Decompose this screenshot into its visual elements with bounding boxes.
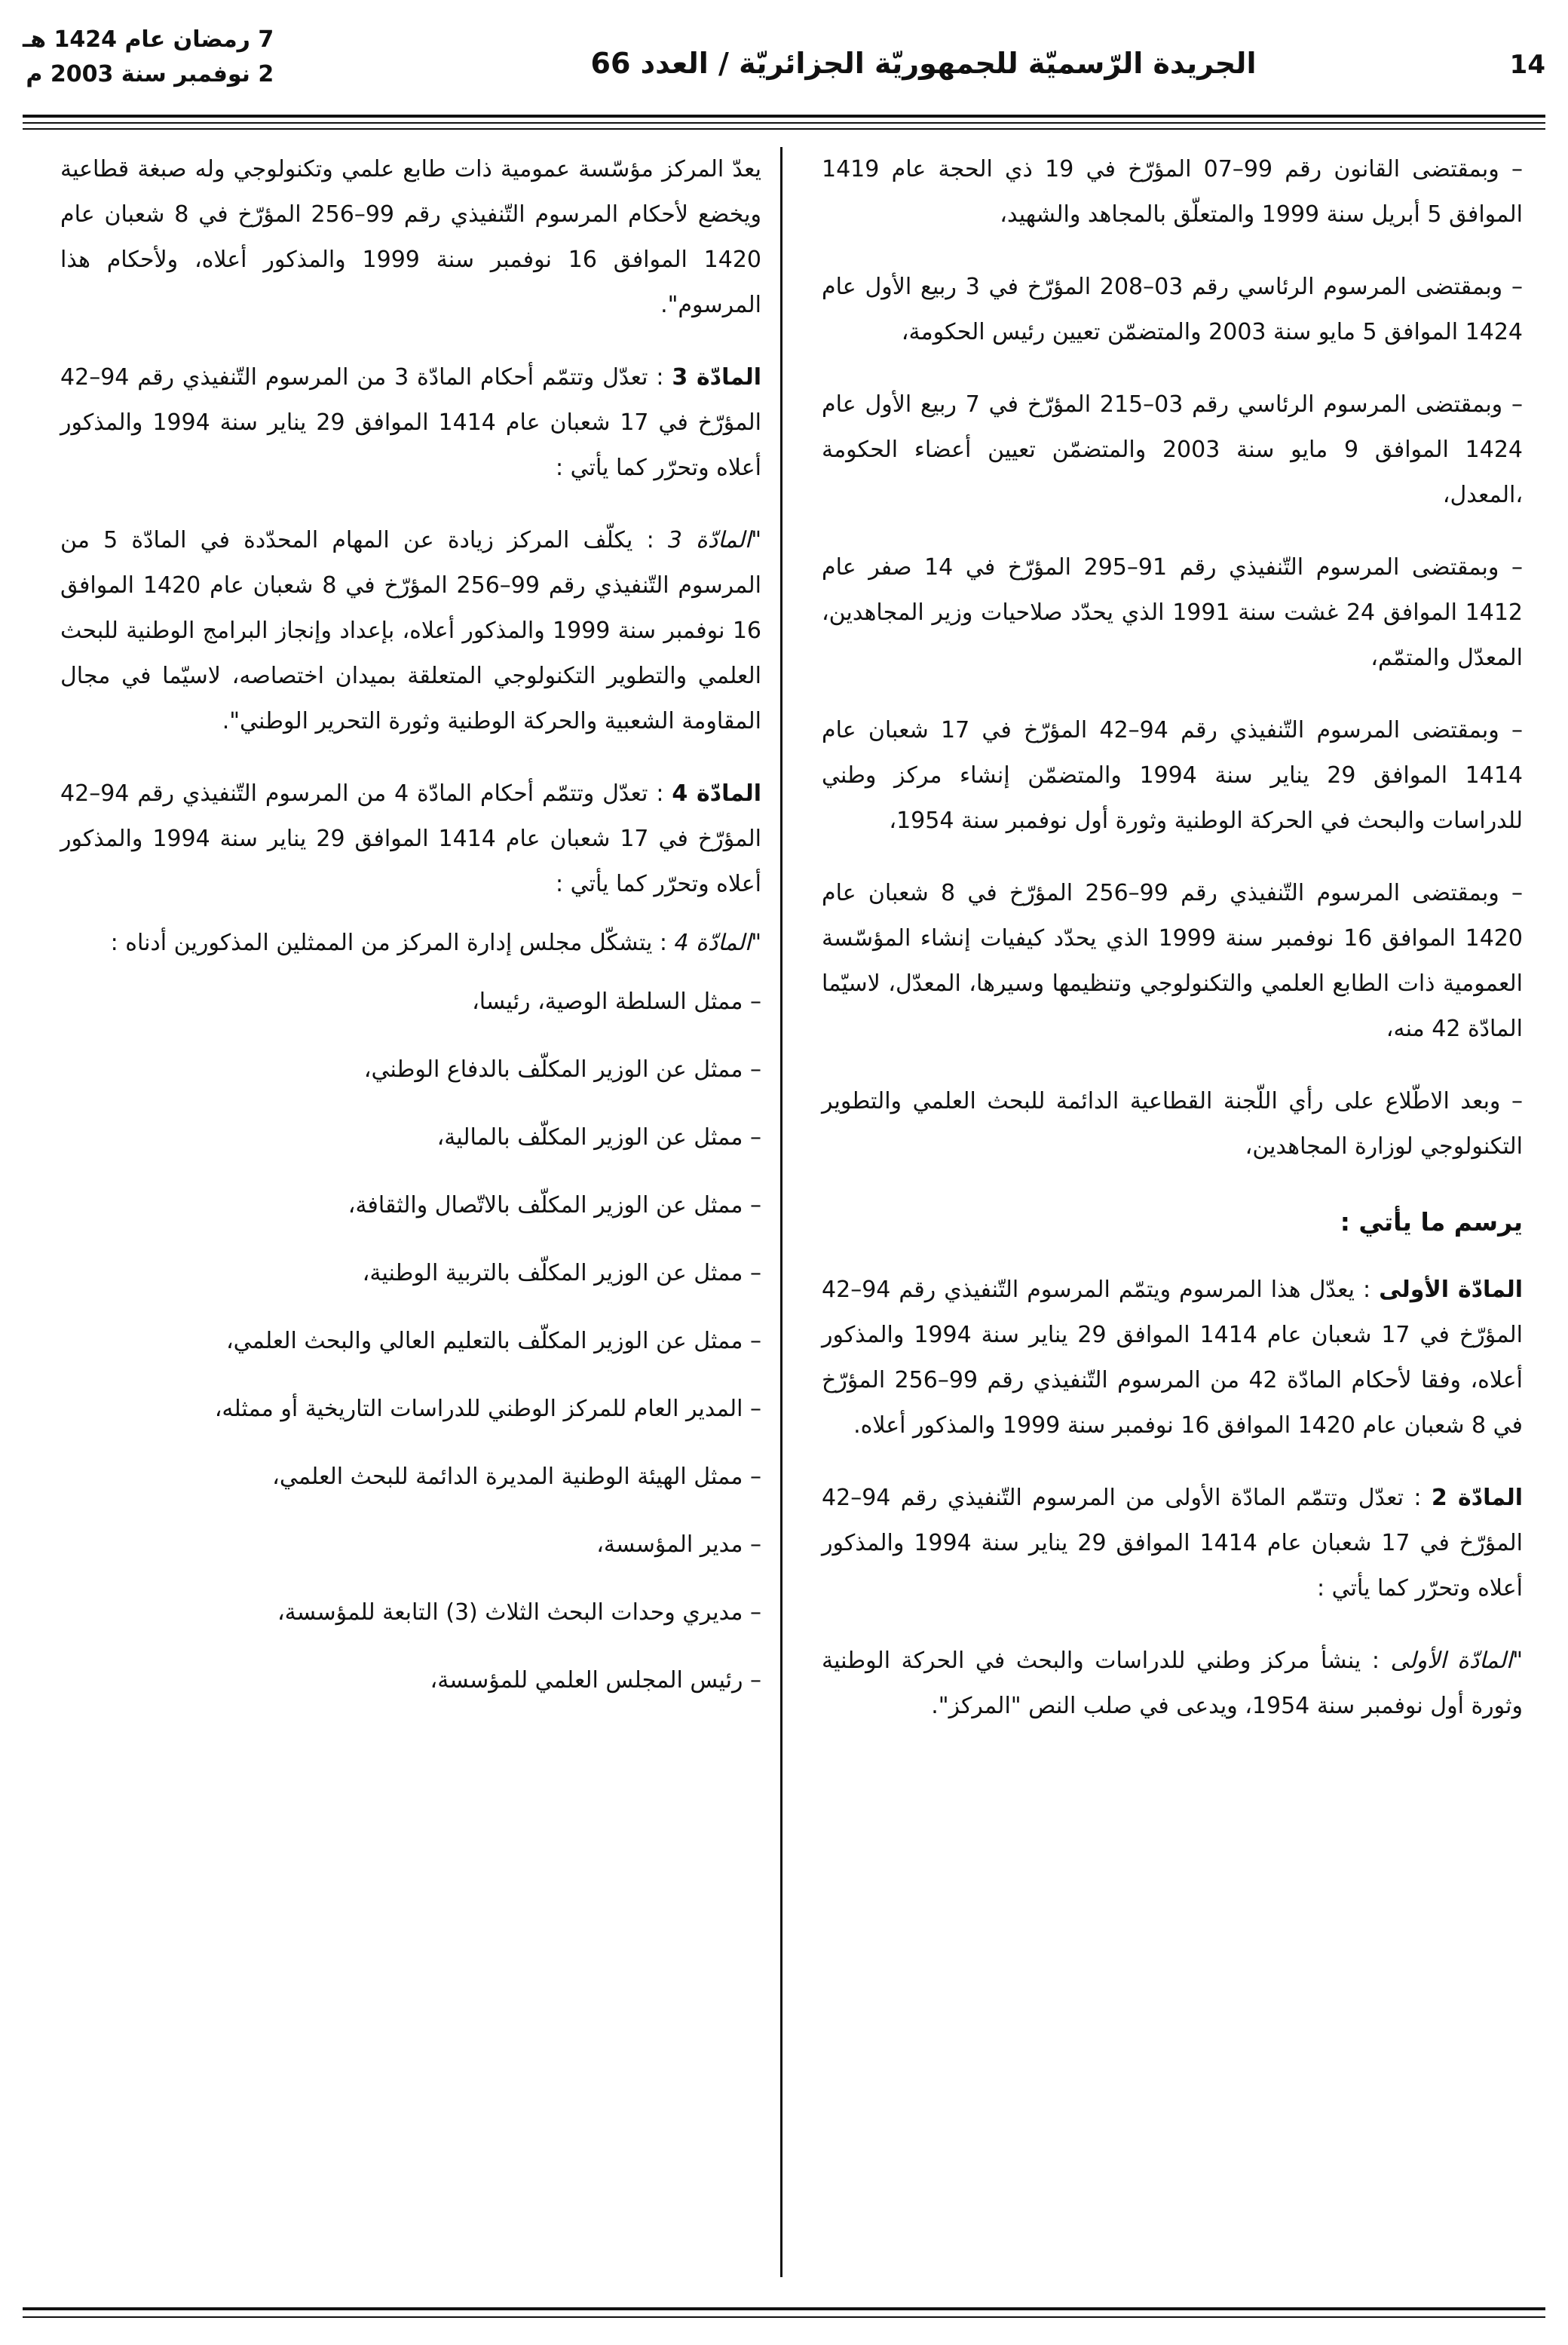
left-column xyxy=(60,147,761,2277)
list-item: – ممثل عن الوزير المكلّف بالمالية، xyxy=(436,1124,761,1151)
article-3 xyxy=(60,355,761,491)
list-item: – المدير العام للمركز الوطني للدراسات التاريخية أو ممثله، xyxy=(214,1396,761,1422)
list-item: – ممثل عن الوزير المكلّف بالتربية الوطنية، xyxy=(362,1260,761,1286)
list-item: – ممثل عن الوزير المكلّف بالتعليم العالي والبحث العلمي، xyxy=(225,1328,761,1354)
quoted-article-1 xyxy=(822,1638,1523,1729)
page-header xyxy=(23,21,1545,119)
article-2 xyxy=(822,1476,1523,1611)
page-number: 14 xyxy=(1509,50,1545,80)
article-label: المادّة الأولى xyxy=(1379,1277,1523,1303)
gazette-title: الجريدة الرّسميّة للجمهوريّة الجزائريّة / العدد 66 xyxy=(590,47,1257,80)
list-item: – مديري وحدات البحث الثلاث (3) التابعة للمؤسسة، xyxy=(277,1599,761,1626)
quote-label: "المادّة 4 xyxy=(674,930,761,956)
list-item: – رئيس المجلس العلمي للمؤسسة، xyxy=(430,1667,761,1694)
article-label: المادّة 3 xyxy=(672,364,762,391)
visa-paragraph: – وبمقتضى القانون رقم 99–07 المؤرّخ في 19 ذي الحجة عام 1419 الموافق 5 أبريل سنة 1999 والمتعلّق بالمجاهد والشهيد، xyxy=(822,156,1524,228)
article-label: المادّة 2 xyxy=(1431,1485,1523,1511)
footer-rule xyxy=(23,2307,1545,2310)
date-gregorian: 2 نوفمبر سنة 2003 م xyxy=(26,61,274,87)
footer-rule xyxy=(23,2316,1545,2318)
right-column xyxy=(822,147,1523,2277)
quote-text: : يتشكّل مجلس إدارة المركز من الممثلين المذكورين أدناه : xyxy=(110,930,675,956)
list-item: – ممثل عن الوزير المكلّف بالاتّصال والثقافة، xyxy=(348,1192,761,1218)
article-4 xyxy=(60,771,761,907)
article-text: : تعدّل وتتمّم أحكام المادّة 3 من المرسوم التّنفيذي رقم 94–42 المؤرّخ في 17 شعبان عام 1414 الموافق 29 يناير سنة 1994 والمذكور أعلاه وتحرّر كما يأتي : xyxy=(60,364,762,481)
header-dates xyxy=(23,23,274,92)
header-rule xyxy=(23,122,1545,124)
header-rule xyxy=(23,115,1545,118)
visa-paragraph: – وبمقتضى المرسوم التّنفيذي رقم 99–256 المؤرّخ في 8 شعبان عام 1420 الموافق 16 نوفمبر سنة 1999 الذي يحدّد كيفيات إنشاء المؤسّسة العمومية ذات الطابع العلمي والتكنولوجي وتنظيمها وسيرها، المعدّل، لاسيّما المادّة 42 منه، xyxy=(822,880,1523,1042)
article-label: المادّة 4 xyxy=(672,780,762,807)
quote-label: "المادّة الأولى xyxy=(1390,1648,1524,1674)
visa-paragraph: – وبمقتضى المرسوم التّنفيذي رقم 91–295 المؤرّخ في 14 صفر عام 1412 الموافق 24 غشت سنة 1991 الذي يحدّد صلاحيات وزير المجاهدين، المعدّل والمتمّم، xyxy=(822,554,1524,671)
quoted-article-4 xyxy=(60,921,761,966)
article-text: : تعدّل وتتمّم المادّة الأولى من المرسوم التّنفيذي رقم 94–42 المؤرّخ في 17 شعبان عام 1414 الموافق 29 يناير سنة 1994 والمذكور أعلاه وتحرّر كما يأتي : xyxy=(822,1485,1524,1602)
quote-label: "المادّة 3 xyxy=(667,527,762,553)
list-item: – مدير المؤسسة، xyxy=(596,1531,761,1558)
quote-text: : ينشأ مركز وطني للدراسات والبحث في الحركة الوطنية وثورة أول نوفمبر سنة 1954، ويدعى في صلب النص "المركز". xyxy=(822,1648,1523,1719)
article-text: : تعدّل وتتمّم أحكام المادّة 4 من المرسوم التّنفيذي رقم 94–42 المؤرّخ في 17 شعبان عام 1414 الموافق 29 يناير سنة 1994 والمذكور أعلاه وتحرّر كما يأتي : xyxy=(60,780,762,897)
date-hijri: 7 رمضان عام 1424 هـ xyxy=(23,26,274,53)
visa-paragraph: – وبعد الاطّلاع على رأي اللّجنة القطاعية الدائمة للبحث العلمي والتطوير التكنولوجي لوزارة المجاهدين، xyxy=(822,1088,1523,1160)
article-text: : يعدّل هذا المرسوم ويتمّم المرسوم التّنفيذي رقم 94–42 المؤرّخ في 17 شعبان عام 1414 الموافق 29 يناير سنة 1994 والمذكور أعلاه، وفقا لأحكام المادّة 42 من المرسوم التّنفيذي رقم 99–256 المؤرّخ في 8 شعبان عام 1420 الموافق 16 نوفمبر سنة 1999 والمذكور أعلاه. xyxy=(822,1277,1524,1439)
quote-text: : يكلّف المركز زيادة عن المهام المحدّدة في المادّة 5 من المرسوم التّنفيذي رقم 99–256 المؤرّخ في 8 شعبان عام 1420 الموافق 16 نوفمبر سنة 1999 والمذكور أعلاه، بإعداد وإنجاز البرامج الوطنية للبحث العلمي والتطوير التكنولوجي المتعلقة بميدان اختصاصه، لاسيّما في مجال المقاومة الشعبية والحركة الوطنية وثورة التحرير الوطني". xyxy=(60,527,761,734)
visa-paragraph: – وبمقتضى المرسوم الرئاسي رقم 03–215 المؤرّخ في 7 ربيع الأول عام 1424 الموافق 9 مايو سنة 2003 والمتضمّن تعيين أعضاء الحكومة ،المعدل، xyxy=(822,391,1524,508)
continued-paragraph: يعدّ المركز مؤسّسة عمومية ذات طابع علمي وتكنولوجي وله صبغة قطاعية ويخضع لأحكام المرسوم التّنفيذي رقم 99–256 المؤرّخ في 8 شعبان عام 1420 الموافق 16 نوفمبر سنة 1999 والمذكور أعلاه، ولأحكام هذا المرسوم". xyxy=(60,156,762,318)
decree-heading: يرسم ما يأتي : xyxy=(1340,1207,1523,1237)
article-1 xyxy=(822,1268,1523,1448)
visa-paragraph: – وبمقتضى المرسوم التّنفيذي رقم 94–42 المؤرّخ في 17 شعبان عام 1414 الموافق 29 يناير سنة 1994 والمتضمّن إنشاء مركز وطني للدراسات والبحث في الحركة الوطنية وثورة أول نوفمبر سنة 1954، xyxy=(822,717,1524,834)
list-item: – ممثل الهيئة الوطنية المديرة الدائمة للبحث العلمي، xyxy=(272,1464,761,1490)
column-divider xyxy=(780,147,782,2277)
list-item: – ممثل السلطة الوصية، رئيسا، xyxy=(472,989,761,1015)
header-rule xyxy=(23,128,1545,130)
visa-paragraph: – وبمقتضى المرسوم الرئاسي رقم 03–208 المؤرّخ في 3 ربيع الأول عام 1424 الموافق 5 مايو سنة 2003 والمتضمّن تعيين رئيس الحكومة، xyxy=(822,274,1524,345)
list-item: – ممثل عن الوزير المكلّف بالدفاع الوطني، xyxy=(363,1056,761,1083)
quoted-article-3 xyxy=(60,518,761,744)
